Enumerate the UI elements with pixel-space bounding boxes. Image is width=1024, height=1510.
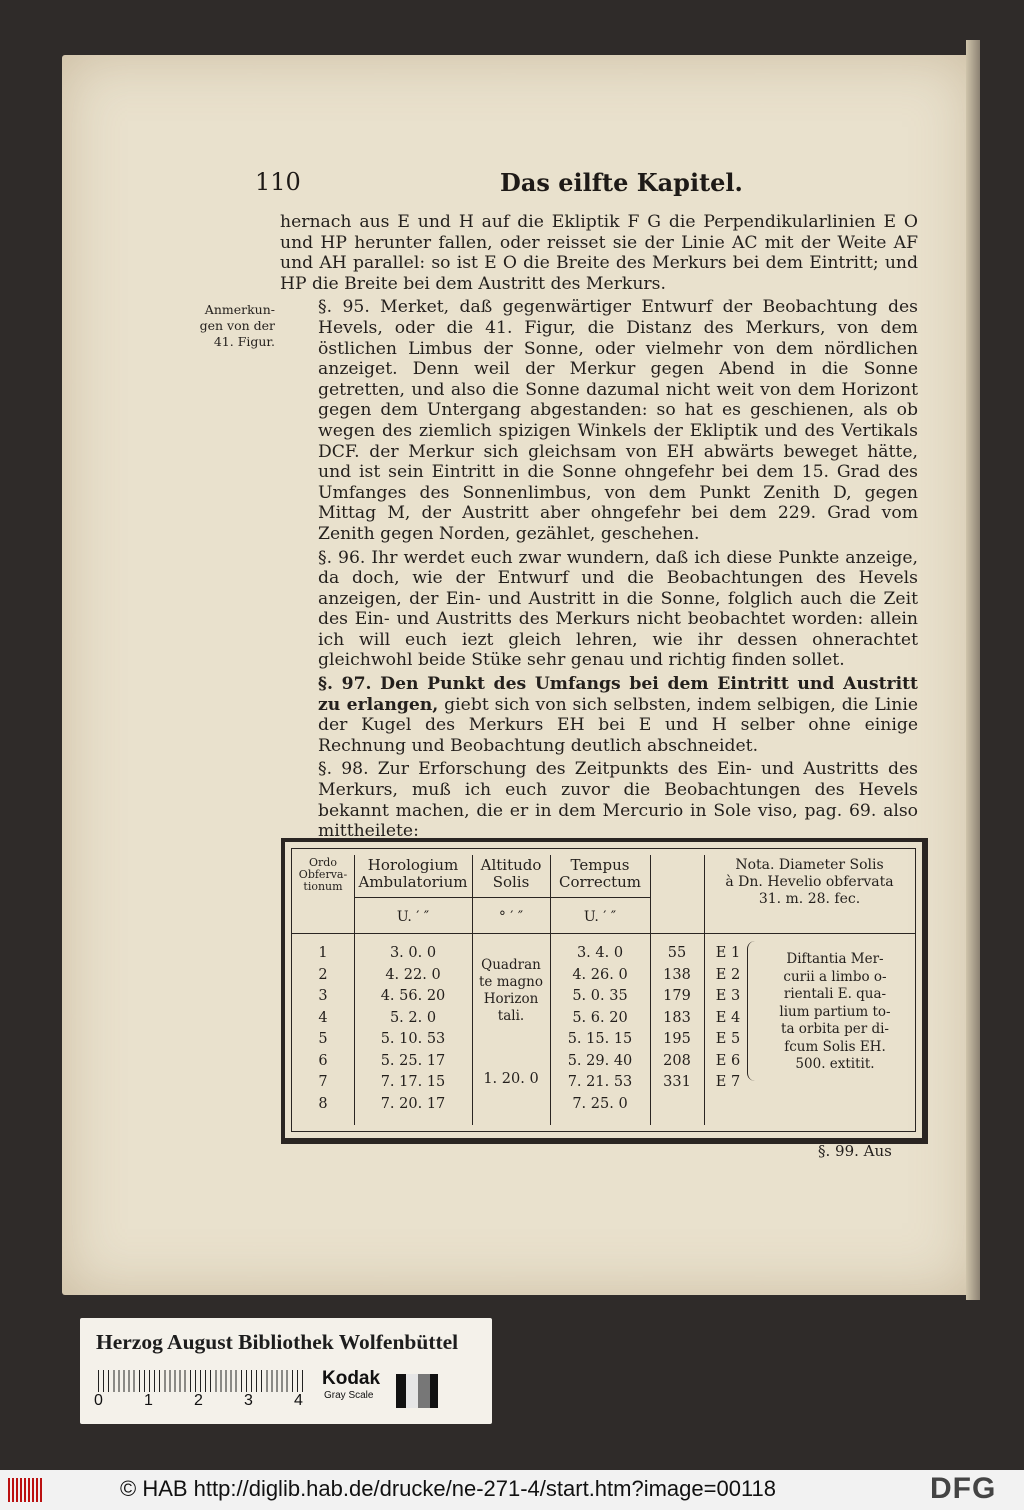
unit-altitudo: ° ′ ″ [498, 909, 524, 925]
cell-horologium: 4. 56. 20 [380, 988, 446, 1004]
margin-note-line: Anmerkun- [204, 302, 275, 317]
body-text [280, 212, 918, 842]
cell-tempus: 5. 0. 35 [572, 988, 628, 1004]
ruler [94, 1370, 304, 1410]
cell-ordo: 2 [318, 966, 328, 983]
ruler-number: 3 [244, 1392, 253, 1409]
cell-ordo: 4 [318, 1009, 328, 1026]
margin-note-line: gen von der [199, 318, 275, 333]
ruler-number: 0 [94, 1392, 103, 1409]
header-nota: Nota. Diameter Solis à Dn. Hevelio obfervata 31. m. 28. fec. [725, 857, 894, 907]
margin-note-line: 41. Figur. [213, 334, 275, 349]
cell-ordo: 5 [318, 1031, 328, 1047]
cell-e: E 6 [715, 1052, 741, 1069]
cell-e: E 7 [715, 1074, 741, 1090]
page-number: 110 [255, 168, 301, 196]
altitudo-row7: 1. 20. 0 [483, 1071, 539, 1087]
ruler-number: 4 [294, 1392, 303, 1409]
cell-horologium: 3. 0. 0 [389, 945, 437, 961]
header-tempus: Tempus Correctum [558, 856, 642, 891]
distantia-note: Diftantia Mer- curii a limbo o- rientali E. qua- lium partium to- ta orbita per di- fcum Solis EH. 500. extitit. [779, 951, 891, 1072]
observation-table [281, 838, 928, 1144]
library-color-card [80, 1318, 492, 1424]
paragraph-98: §. 98. Zur Erforschung des Zeitpunkts des Ein- und Austritts des Merkurs, muß ich euch zuvor die Beobachtungen des Hevels bekannt machen, die er in dem Mercurio in Sole viso, pag. 69. also mittheilete: [318, 759, 918, 842]
cell-ordo: 3 [318, 988, 328, 1004]
cell-horologium: 5. 25. 17 [380, 1052, 446, 1069]
source-link[interactable]: © HAB http://diglib.hab.de/drucke/ne-271-4/start.htm?image=00118 [120, 1476, 777, 1501]
cell-tempus: 3. 4. 0 [576, 945, 624, 961]
cell-number: 331 [663, 1074, 691, 1090]
cell-number: 55 [667, 945, 687, 961]
cell-number: 138 [663, 966, 691, 983]
header-altitudo: Altitudo Solis [480, 856, 542, 891]
cell-horologium: 7. 20. 17 [380, 1095, 446, 1112]
table-rule [292, 933, 915, 934]
gray-scale-label: Gray Scale [324, 1390, 374, 1401]
cell-e: E 2 [715, 966, 741, 983]
cell-e: E 3 [715, 988, 741, 1004]
ruler-number: 2 [194, 1392, 203, 1409]
cell-horologium: 5. 10. 53 [380, 1031, 446, 1047]
gray-swatch [406, 1374, 418, 1408]
paragraph-97-rest: giebt sich von sich selbsten, indem selbigen, die Linie der Kugel des Merkurs EH bei E und H selber ohne einige Rechnung und Beobachtung deutlich abschneidet. [318, 694, 918, 756]
library-name: Herzog August Bibliothek Wolfenbüttel [96, 1330, 459, 1354]
catchword: §. 99. Aus [818, 1142, 892, 1160]
ruler-ticks [98, 1370, 303, 1392]
unit-tempus: U. ′ ″ [583, 909, 617, 925]
cell-number: 179 [663, 988, 691, 1004]
gray-swatch [396, 1374, 406, 1408]
cell-ordo: 7 [318, 1074, 328, 1090]
table-inner-border [291, 848, 916, 1132]
cell-tempus: 5. 6. 20 [572, 1009, 628, 1026]
cell-horologium: 4. 22. 0 [385, 966, 441, 983]
cell-number: 208 [663, 1052, 691, 1069]
cell-ordo: 6 [318, 1052, 328, 1069]
cell-tempus: 7. 25. 0 [572, 1095, 628, 1112]
cell-number: 195 [663, 1031, 691, 1047]
cell-e: E 5 [715, 1031, 741, 1047]
running-head: Das eilfte Kapitel. [500, 168, 743, 197]
altitudo-note: Quadran te magno Horizon tali. [478, 957, 544, 1024]
table-rule [354, 897, 650, 898]
cell-e: E 1 [715, 945, 741, 961]
kodak-logo: Kodak [322, 1368, 381, 1389]
page-header [255, 168, 915, 202]
cell-ordo: 8 [318, 1095, 328, 1112]
paragraph-97 [280, 674, 918, 756]
paragraph-95: §. 95. Merket, daß gegenwärtiger Entwurf der Beobachtung des Hevels, oder die 41. Figur, die Distanz des Merkurs, von dem östlichen Limbus der Sonne, oder vielmehr von dem nördlichen anzeiget. Denn weil der Merkur gegen Abend in die Sonne getretten, und also die Sonne dazumal nicht weit von dem Horizont gegen dem Untergang abgestanden: so hat es geschienen, als ob wegen des ziemlich spizigen Winkels der Ekliptik und des Vertikals DCF. der Merkur sich gleichsam von EH abwärts beweget hätte, und ist sein Eintritt in die Sonne ohngefehr bei dem 15. Grad des Umfanges des Sonnenlimbus, von dem Punkt Zenith D, gegen Mittag M, der Austritt aber ohngefehr bei dem 229. Grad vom Zenith gegen Norden, gezählet, geschehen. [318, 297, 918, 544]
cell-ordo: 1 [318, 945, 328, 961]
cell-tempus: 5. 15. 15 [567, 1031, 633, 1047]
paragraph-continuation: hernach aus E und H auf die Ekliptik F G die Perpendikularlinien E O und HP herunter fallen, oder reisset sie der Linie AC mit der Weite AF und AH parallel: so ist E O die Breite des Merkurs bei dem Eintritt; und HP die Breite bei dem Austritt des Merkurs. [280, 212, 918, 294]
margin-note [195, 302, 275, 350]
barcode-icon [8, 1478, 44, 1502]
cell-e: E 4 [715, 1009, 741, 1026]
cell-number: 183 [663, 1009, 691, 1026]
brace-icon [747, 941, 758, 1081]
cell-horologium: 5. 2. 0 [389, 1009, 437, 1026]
header-ordo: Ordo Obferva- tionum [298, 856, 348, 893]
gray-swatch [418, 1374, 430, 1408]
ruler-number: 1 [144, 1392, 153, 1409]
cell-horologium: 7. 17. 15 [380, 1074, 446, 1090]
cell-tempus: 4. 26. 0 [572, 966, 628, 983]
book-spine [966, 40, 980, 1300]
gray-swatch [430, 1374, 438, 1408]
paragraph-97-bold: §. 97. Den Punkt des Umfangs bei dem Eintritt und Austritt zu erlangen, [318, 674, 918, 715]
header-horologium: Horologium Ambulatorium [358, 856, 468, 891]
cell-tempus: 5. 29. 40 [567, 1052, 633, 1069]
dfg-logo: DFG [930, 1472, 997, 1505]
unit-horologium: U. ′ ″ [396, 909, 430, 925]
paragraph-96: §. 96. Ihr werdet euch zwar wundern, daß ich diese Punkte anzeige, da doch, wie der Entwurf und die Beobachtungen des Hevels anzeigen, der Ein- und Austritt in die Sonne, folglich auch die Zeit des Ein- und Austritts des Merkurs nicht beobachtet worden: allein ich will euch iezt gleich lehren, wie ihr dessen ohnerachtet gleichwohl beide Stüke sehr genau und richtig finden sollet. [318, 547, 918, 671]
cell-tempus: 7. 21. 53 [567, 1074, 633, 1090]
